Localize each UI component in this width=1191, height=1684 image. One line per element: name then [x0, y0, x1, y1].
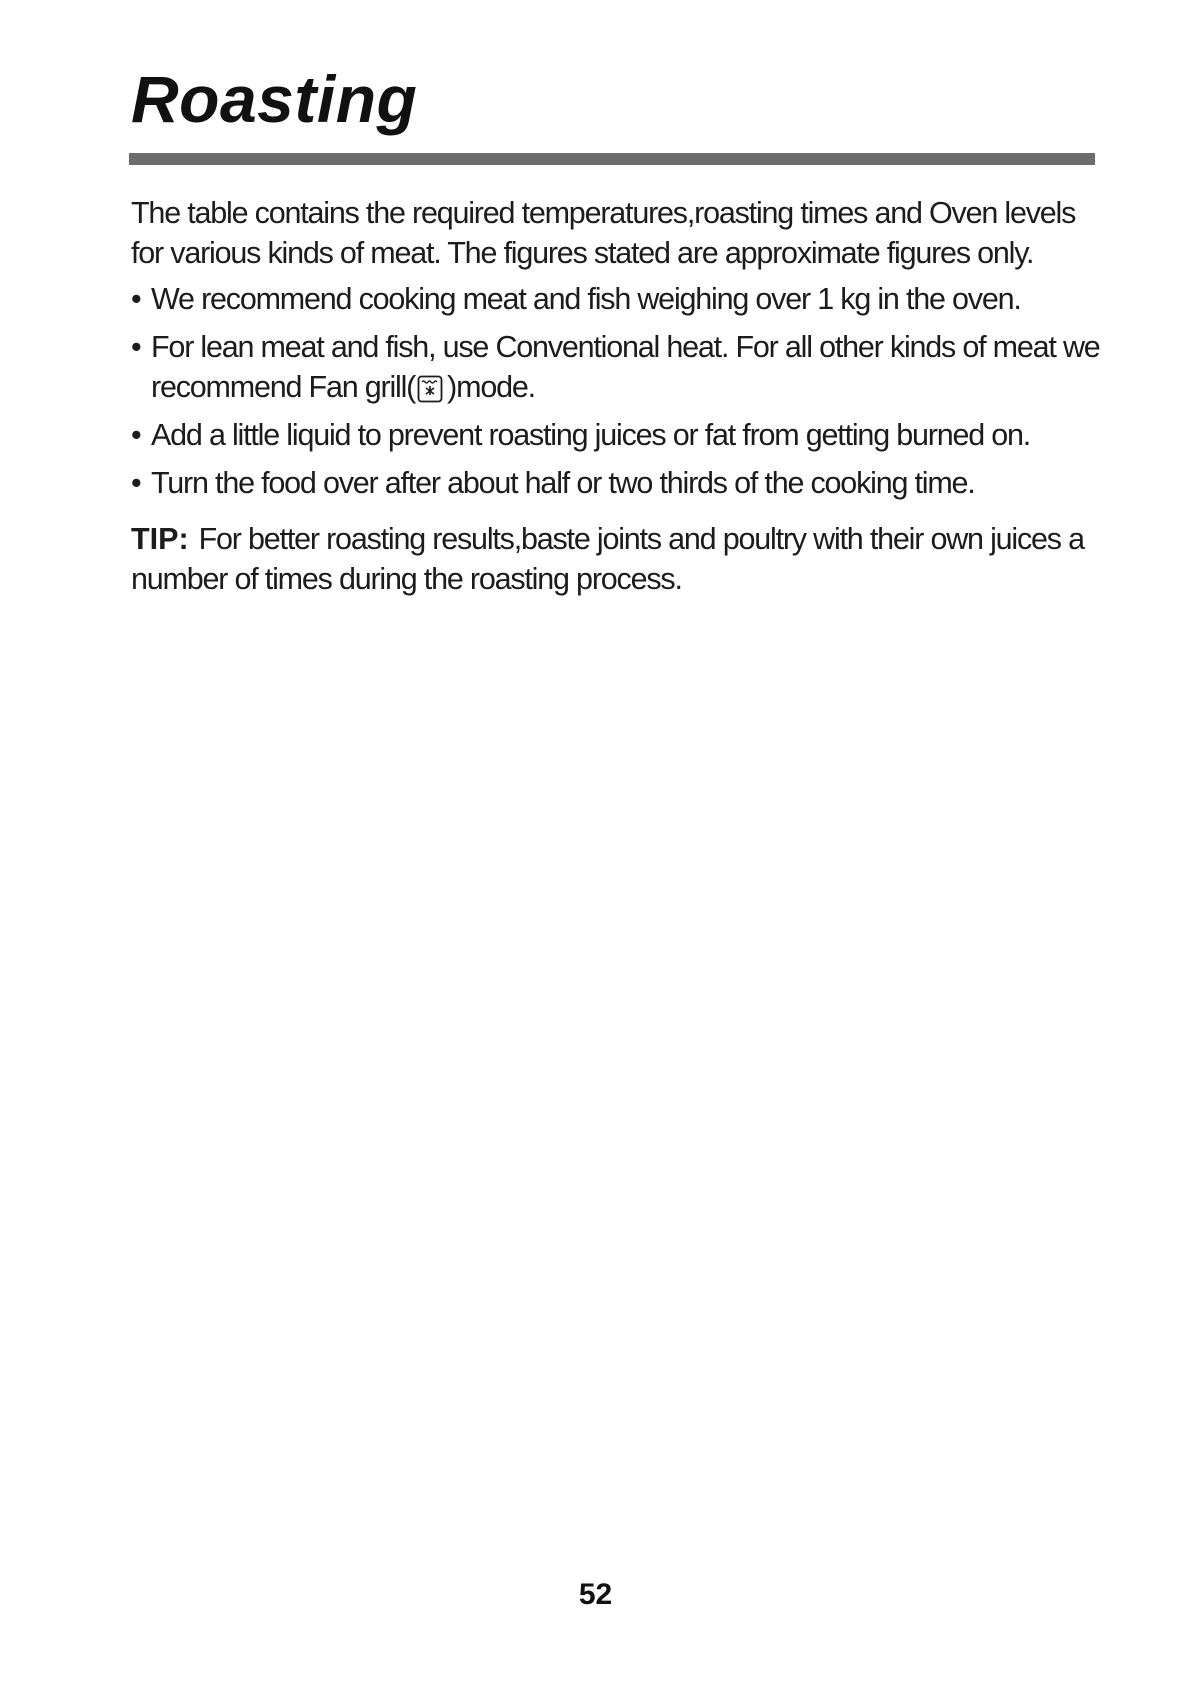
- bullet-dot: •: [131, 418, 141, 452]
- bullet-dot: •: [131, 282, 141, 316]
- page-number: 52: [578, 1578, 613, 1611]
- list-item: [131, 415, 1106, 455]
- list-item: [131, 463, 1106, 503]
- list-item-text: We recommend cooking meat and fish weighing over 1 kg in the oven.: [151, 282, 1021, 316]
- list-item: [131, 279, 1106, 319]
- bullet-dot: •: [131, 466, 141, 500]
- tip-paragraph: [131, 519, 1106, 599]
- list-item-text: Add a little liquid to prevent roasting juices or fat from getting burned on.: [151, 418, 1031, 452]
- recommendation-list: [131, 279, 1106, 503]
- fan-grill-icon: [417, 373, 443, 401]
- content-body: [131, 193, 1106, 599]
- list-item-text: For lean meat and fish, use Conventional heat. For all other kinds of meat we recommend Fan grill(: [151, 330, 1100, 404]
- page-title: Roasting: [131, 62, 418, 136]
- intro-paragraph: The table contains the required temperatures,roasting times and Oven levels for various kinds of meat. The figures stated are approximate figures only.: [131, 196, 1076, 270]
- title-divider: [129, 153, 1095, 165]
- list-item: [131, 327, 1106, 407]
- list-item-text: )mode.: [447, 370, 535, 404]
- bullet-dot: •: [131, 330, 141, 364]
- list-item-text: Turn the food over after about half or two thirds of the cooking time.: [151, 466, 975, 500]
- tip-label: TIP:: [131, 522, 189, 556]
- tip-text: For better roasting results,baste joints and poultry with their own juices a number of times during the roasting process.: [131, 522, 1084, 596]
